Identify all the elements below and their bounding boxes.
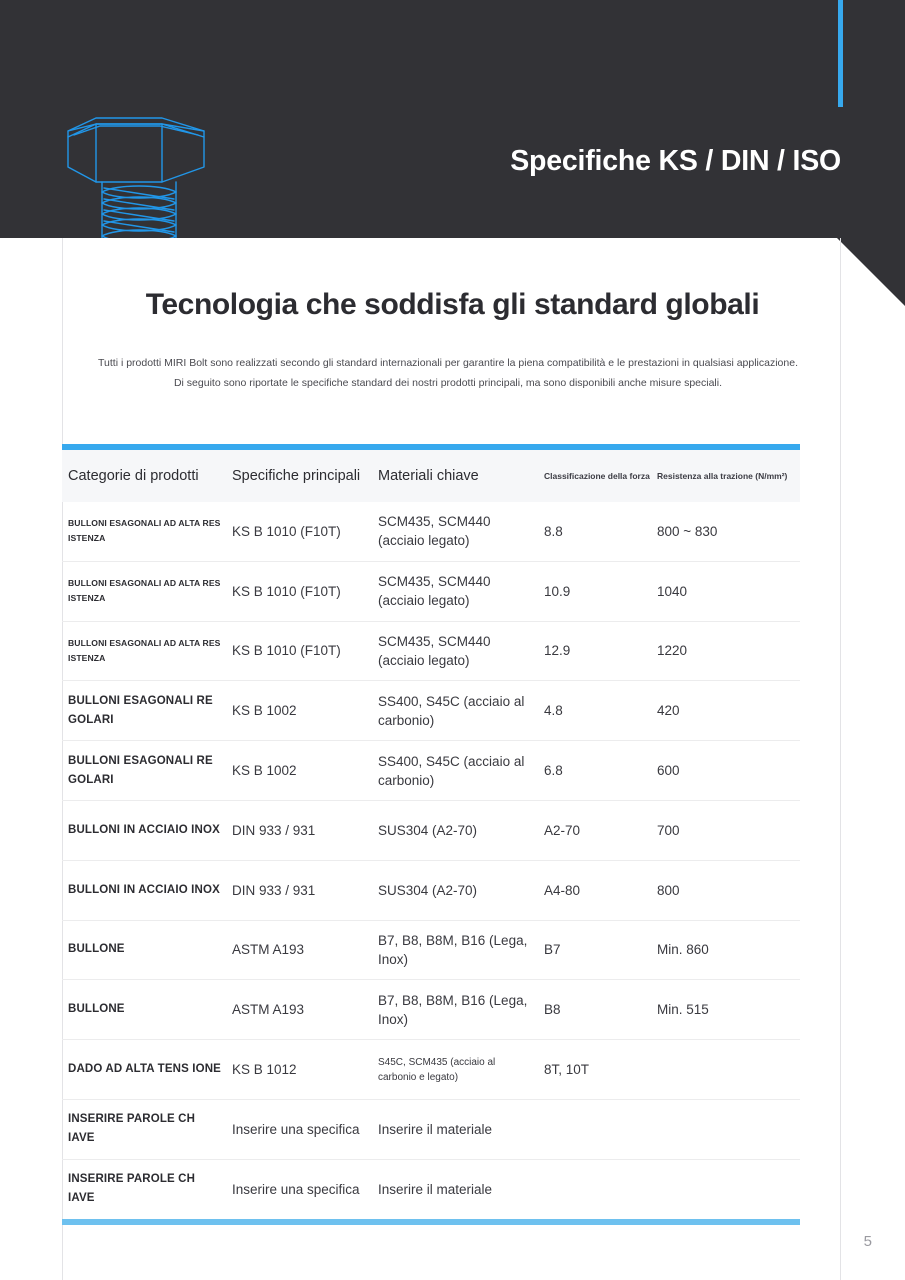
cell-material-text: SCM435, SCM440 (acciaio legato) [378,574,491,609]
cell-spec [226,1159,372,1218]
table-row [62,502,800,561]
cell-category-text: INSERIRE PAROLE CH IAVE [68,1113,196,1145]
cell-spec [226,561,372,621]
cell-spec-text: DIN 933 / 931 [232,822,316,838]
cell-grade [538,920,651,980]
cell-grade-text: 6.8 [544,763,563,779]
cell-category [62,1099,226,1159]
column-header-spec-label: Specifiche principali [232,468,361,484]
cell-category [62,561,226,621]
header-band [0,0,905,238]
cell-tensile-text: 1220 [657,643,688,659]
specifications-table [62,444,800,1225]
cell-material [372,741,538,801]
cell-category [62,920,226,980]
cell-grade [538,502,651,561]
cell-spec [226,681,372,741]
cell-grade-text: B8 [544,1002,561,1018]
cell-material [372,980,538,1040]
cell-tensile-text: 600 [657,763,680,779]
cell-material [372,1159,538,1218]
cell-grade [538,1040,651,1100]
cell-material-text: Inserire il materiale [378,1121,493,1137]
table-row [62,561,800,621]
cell-material [372,1040,538,1100]
table-row [62,621,800,681]
cell-material-text: S45C, SCM435 (acciaio al carbonio e legato) [378,1056,496,1083]
cell-tensile-text: 1040 [657,583,688,599]
cell-grade [538,741,651,801]
cell-spec-text: KS B 1010 (F10T) [232,643,341,659]
table-bottom-rule-bar [62,1219,800,1225]
cell-category-text: INSERIRE PAROLE CH IAVE [68,1173,196,1205]
column-header-material-label: Materiali chiave [378,468,479,484]
cell-tensile [651,1040,800,1100]
cell-tensile [651,860,800,920]
cell-category-text: BULLONE [68,1003,125,1016]
cell-spec-text: Inserire una specifica [232,1181,360,1197]
cell-material-text: SUS304 (A2-70) [378,822,478,838]
cell-grade [538,980,651,1040]
cell-tensile-text: 800 [657,882,680,898]
cell-tensile-text: Min. 860 [657,942,709,958]
table-row [62,860,800,920]
cell-category-text: DADO AD ALTA TENS IONE [68,1063,222,1076]
cell-grade-text: B7 [544,942,561,958]
cell-tensile [651,920,800,980]
cell-tensile [651,681,800,741]
cell-tensile [651,1159,800,1218]
cell-category [62,621,226,681]
table-foot [62,1219,800,1225]
section-heading: Tecnologia che soddisfa gli standard globali [145,288,760,321]
column-header-grade [538,450,651,502]
table-row [62,681,800,741]
cell-spec [226,1040,372,1100]
cell-tensile [651,1099,800,1159]
table-row [62,1040,800,1100]
column-header-grade-label: Classificazione della forza [544,471,650,481]
intro-paragraph: Tutti i prodotti MIRI Bolt sono realizzati secondo gli standard internazionali per garantire la piena compatibilità e le prestazioni in qualsiasi applicazione. Di seguito sono riportate le specifiche standard dei nostri prodotti principali, ma sono disponibili anche misure speciali. [98,357,798,389]
header-accent-bar [838,0,843,107]
cell-spec [226,502,372,561]
cell-grade [538,1099,651,1159]
cell-category-text: BULLONI ESAGONALI RE GOLARI [68,694,213,726]
cell-tensile [651,621,800,681]
cell-material [372,681,538,741]
cell-grade-text: 10.9 [544,583,571,599]
cell-grade [538,621,651,681]
cell-grade-text: 4.8 [544,703,563,719]
cell-tensile [651,741,800,801]
table-bottom-rule [62,1219,800,1225]
page-number: 5 [863,1233,872,1250]
cell-category-text: BULLONI IN ACCIAIO INOX [68,823,220,836]
column-header-tensile-label: Resistenza alla trazione (N/mm²) [657,471,788,481]
cell-material [372,860,538,920]
cell-material-text: B7, B8, B8M, B16 (Lega, Inox) [378,992,528,1027]
cell-spec [226,860,372,920]
cell-spec [226,800,372,860]
cell-category [62,980,226,1040]
cell-material-text: SCM435, SCM440 (acciaio legato) [378,633,491,668]
cell-spec-text: ASTM A193 [232,1002,305,1018]
cell-tensile [651,561,800,621]
cell-category [62,1159,226,1218]
cell-spec [226,920,372,980]
cell-tensile-text: 420 [657,703,680,719]
table-row [62,1099,800,1159]
cell-category [62,741,226,801]
cell-spec [226,980,372,1040]
cell-category [62,681,226,741]
cell-grade-text: 8.8 [544,523,563,539]
cell-spec-text: ASTM A193 [232,942,305,958]
cell-spec [226,621,372,681]
cell-material-text: SS400, S45C (acciaio al carbonio) [378,753,525,788]
cell-material [372,800,538,860]
cell-material [372,561,538,621]
cell-spec [226,1099,372,1159]
table-row [62,980,800,1040]
cell-tensile-text: 800 ~ 830 [657,523,718,539]
cell-material-text: B7, B8, B8M, B16 (Lega, Inox) [378,932,528,967]
cell-tensile-text: 700 [657,822,680,838]
cell-tensile [651,502,800,561]
column-header-tensile [651,450,800,502]
cell-material-text: Inserire il materiale [378,1181,493,1197]
cell-spec-text: DIN 933 / 931 [232,882,316,898]
cell-category [62,1040,226,1100]
cell-spec-text: KS B 1010 (F10T) [232,523,341,539]
cell-material-text: SS400, S45C (acciaio al carbonio) [378,693,525,728]
cell-tensile [651,800,800,860]
cell-spec-text: KS B 1012 [232,1062,297,1078]
cell-category [62,502,226,561]
cell-material [372,621,538,681]
cell-grade [538,561,651,621]
cell-spec-text: KS B 1002 [232,703,297,719]
column-header-category-label: Categorie di prodotti [68,468,199,484]
cell-material [372,1099,538,1159]
column-header-category [62,450,226,502]
cell-category-text: BULLONI ESAGONALI AD ALTA RES ISTENZA [68,578,221,604]
cell-grade-text: 8T, 10T [544,1062,590,1078]
cell-category-text: BULLONE [68,943,125,956]
cell-spec-text: Inserire una specifica [232,1121,360,1137]
cell-spec [226,741,372,801]
cell-spec-text: KS B 1010 (F10T) [232,583,341,599]
cell-material [372,502,538,561]
cell-grade [538,800,651,860]
cell-category-text: BULLONI ESAGONALI RE GOLARI [68,754,213,786]
table-body [62,502,800,1219]
cell-material [372,920,538,980]
cell-grade [538,681,651,741]
cell-grade-text: 12.9 [544,643,571,659]
table-row [62,741,800,801]
cell-tensile-text: Min. 515 [657,1002,709,1018]
table-row [62,1159,800,1218]
cell-tensile [651,980,800,1040]
column-header-material [372,450,538,502]
cell-category [62,800,226,860]
cell-spec-text: KS B 1002 [232,763,297,779]
table-header-row [62,450,800,502]
hex-bolt-wireframe-icon [50,104,230,238]
cell-material-text: SUS304 (A2-70) [378,882,478,898]
page-title: Specifiche KS / DIN / ISO [510,145,841,177]
column-header-spec [226,450,372,502]
table-row [62,920,800,980]
cell-category-text: BULLONI ESAGONALI AD ALTA RES ISTENZA [68,637,221,663]
cell-grade-text: A4-80 [544,882,581,898]
cell-material-text: SCM435, SCM440 (acciaio legato) [378,514,491,549]
cell-category-text: BULLONI IN ACCIAIO INOX [68,883,220,896]
cell-grade [538,1159,651,1218]
right-margin-rule [840,238,841,1280]
cell-category-text: BULLONI ESAGONALI AD ALTA RES ISTENZA [68,518,221,544]
cell-grade-text: A2-70 [544,822,581,838]
table-row [62,800,800,860]
cell-grade [538,860,651,920]
cell-category [62,860,226,920]
table-head [62,444,800,502]
